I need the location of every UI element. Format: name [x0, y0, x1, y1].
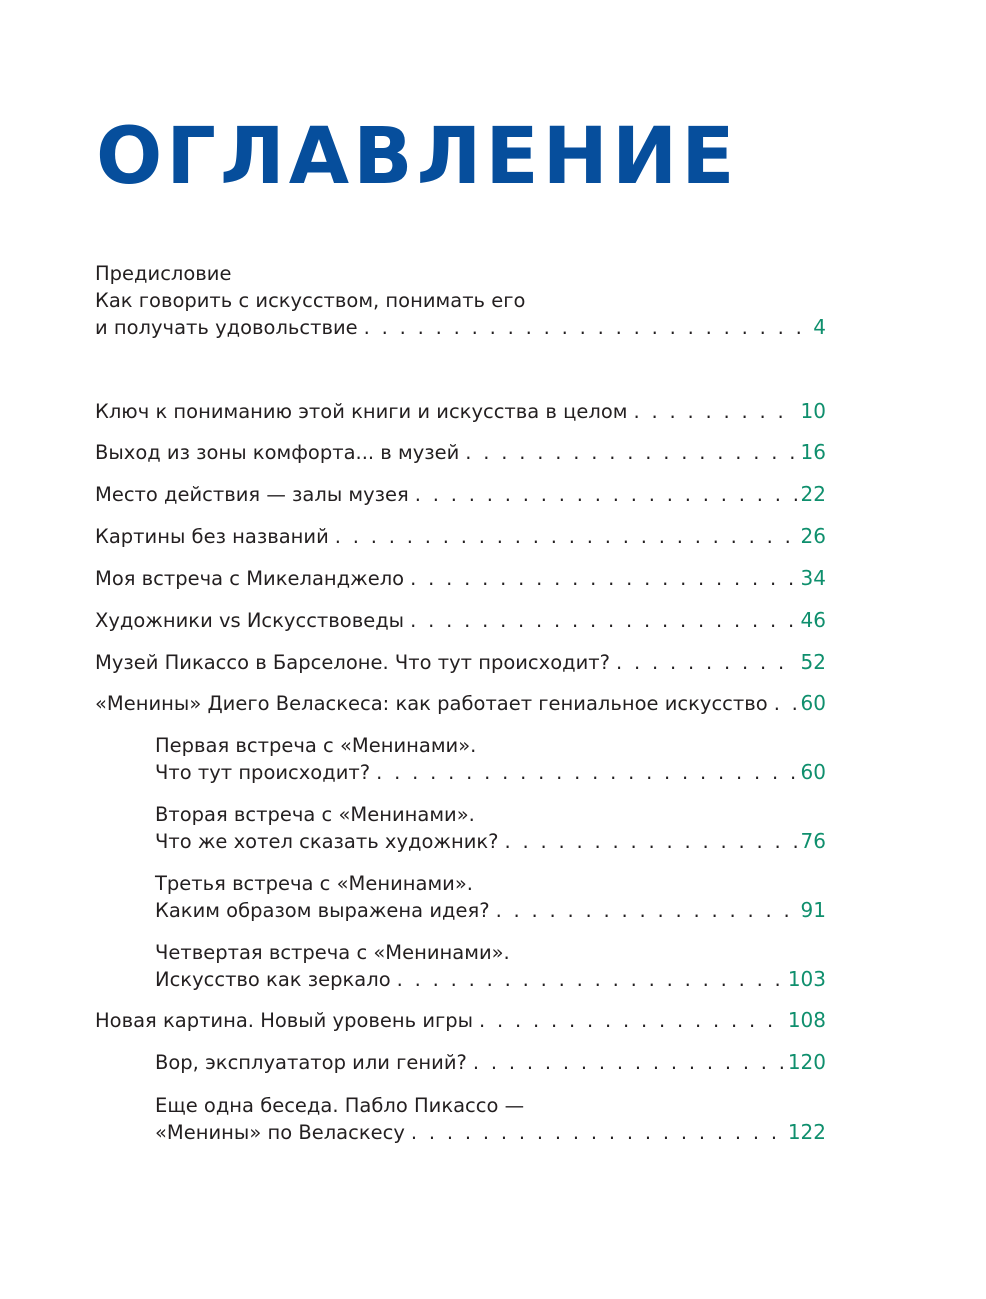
toc-entry-title: Картины без названий: [95, 525, 329, 548]
toc-page-number: 22: [800, 482, 826, 506]
toc-entry-title: Вор, эксплуататор или гений?: [155, 1051, 467, 1074]
toc-entry-title: Каким образом выражена идея?: [155, 899, 490, 922]
toc-entry-title: Что тут происходит?: [155, 761, 371, 784]
toc-entry-title: и получать удовольствие: [95, 316, 358, 339]
toc-entry[interactable]: [95, 1007, 826, 1034]
toc-entry[interactable]: [95, 439, 826, 466]
dot-leader: [479, 1007, 784, 1034]
toc-entry[interactable]: [95, 523, 826, 550]
page-title: ОГЛАВЛЕНИЕ: [96, 112, 739, 202]
dot-leader: [634, 398, 797, 425]
dot-leader: [411, 1119, 784, 1146]
toc-entry-heading: Предисловие: [95, 262, 232, 285]
toc-entry-title: «Менины» Диего Веласкеса: как работает гениальное искусство: [95, 692, 768, 715]
toc-entry-title: Выход из зоны комфорта... в музей: [95, 441, 460, 464]
toc-entry-heading: Третья встреча с «Менинами».: [155, 872, 473, 895]
toc-page-number: 91: [800, 898, 826, 922]
toc-page-number: 26: [800, 524, 826, 548]
toc-entry[interactable]: [95, 481, 826, 508]
dot-leader: [410, 565, 796, 592]
dot-leader: [415, 481, 797, 508]
dot-leader: [410, 607, 796, 634]
dot-leader: [505, 828, 797, 855]
toc-entry-title: Ключ к пониманию этой книги и искусства в целом: [95, 400, 628, 423]
toc-page-number: 120: [787, 1050, 826, 1074]
toc-page-number: 60: [800, 691, 826, 715]
toc-page-number: 60: [800, 760, 826, 784]
toc-entry-title: Искусство как зеркало: [155, 968, 391, 991]
toc-entry-title: Новая картина. Новый уровень игры: [95, 1009, 474, 1032]
toc-entry[interactable]: [95, 398, 826, 425]
toc-entry-title: «Менины» по Веласкесу: [155, 1121, 405, 1144]
toc-entry-title: Музей Пикассо в Барселоне. Что тут происходит?: [95, 651, 610, 674]
toc-entry-heading: Четвертая встреча с «Менинами».: [155, 941, 510, 964]
toc-page-number: 108: [787, 1008, 826, 1032]
toc-subentry[interactable]: [155, 939, 826, 993]
toc-page-number: 10: [800, 399, 826, 423]
toc-page-number: 16: [800, 440, 826, 464]
toc-page-number: 103: [787, 967, 826, 991]
toc-entry-title: Моя встреча с Микеланджело: [95, 567, 405, 590]
toc-entry[interactable]: [95, 649, 826, 676]
toc-entry-subtitle: Как говорить с искусством, понимать его: [95, 289, 526, 312]
toc-entry-preface[interactable]: [95, 260, 826, 341]
toc-entry-title: Место действия — залы музея: [95, 483, 409, 506]
dot-leader: [376, 759, 796, 786]
dot-leader: [397, 966, 784, 993]
toc-entry-heading: Еще одна беседа. Пабло Пикассо —: [155, 1094, 525, 1117]
toc-entry[interactable]: [95, 565, 826, 592]
toc-page-number: 4: [813, 315, 826, 339]
toc-subentry[interactable]: [155, 1049, 826, 1076]
toc-entry-title: Что же хотел сказать художник?: [155, 830, 499, 853]
toc-subentry[interactable]: [155, 801, 826, 855]
toc-page-number: 122: [787, 1120, 826, 1144]
dot-leader: [496, 897, 797, 924]
dot-leader: [616, 649, 797, 676]
dot-leader: [465, 439, 796, 466]
toc-entry-title: Художники vs Искусствоведы: [95, 609, 405, 632]
dot-leader: [335, 523, 797, 550]
dot-leader: [364, 314, 810, 341]
toc-entry-heading: Вторая встреча с «Менинами».: [155, 803, 475, 826]
dot-leader: [774, 690, 797, 717]
toc-subentry[interactable]: [155, 870, 826, 924]
dot-leader: [473, 1049, 784, 1076]
toc-subentry[interactable]: [155, 732, 826, 786]
toc-entry[interactable]: [95, 690, 826, 717]
toc-page-number: 76: [800, 829, 826, 853]
toc-page-number: 46: [800, 608, 826, 632]
toc-page-number: 52: [800, 650, 826, 674]
toc-entry-heading: Первая встреча с «Менинами».: [155, 734, 477, 757]
toc-entry[interactable]: [95, 607, 826, 634]
toc-page-number: 34: [800, 566, 826, 590]
toc-subentry[interactable]: [155, 1092, 826, 1146]
